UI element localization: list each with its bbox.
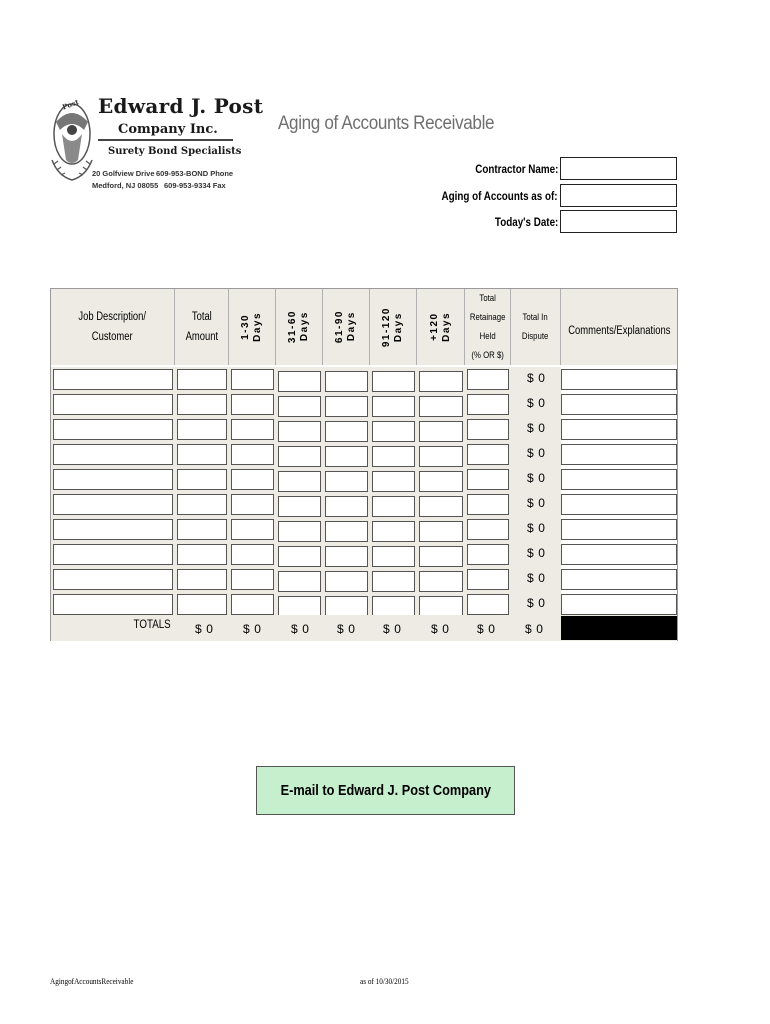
total-value: $ 0 <box>291 622 310 636</box>
todays-date-field[interactable] <box>560 210 677 233</box>
row-dispute-value: $ 0 <box>527 446 546 460</box>
days-91-120-input[interactable] <box>372 421 415 442</box>
job-description-input[interactable] <box>53 494 173 515</box>
days-31-60-input[interactable] <box>278 496 321 517</box>
total-amount-input[interactable] <box>177 394 227 415</box>
email-company-button[interactable] <box>256 766 515 815</box>
job-description-input[interactable] <box>53 469 173 490</box>
comments-input[interactable] <box>561 544 677 565</box>
total-amount-input[interactable] <box>177 494 227 515</box>
total-amount-input[interactable] <box>177 469 227 490</box>
retainage-input[interactable] <box>467 569 509 590</box>
retainage-input[interactable] <box>467 444 509 465</box>
row-dispute-value: $ 0 <box>527 596 546 610</box>
days-31-60-input[interactable] <box>278 521 321 542</box>
retainage-input[interactable] <box>467 394 509 415</box>
header-total-in-dispute: Total In Dispute <box>511 289 561 365</box>
footer-date: as of 10/30/2015 <box>360 976 409 986</box>
totals-label: TOTALS <box>133 619 171 631</box>
days-120-plus-input[interactable] <box>419 446 463 467</box>
job-description-input[interactable] <box>53 519 173 540</box>
days-31-60-input[interactable] <box>278 396 321 417</box>
days-91-120-input[interactable] <box>372 471 415 492</box>
retainage-input[interactable] <box>467 544 509 565</box>
job-description-input[interactable] <box>53 594 173 615</box>
aging-table <box>50 288 678 641</box>
contractor-name-label: Contractor Name: <box>474 162 558 176</box>
days-120-plus-input[interactable] <box>419 471 463 492</box>
days-1-30-input[interactable] <box>231 519 274 540</box>
days-61-90-input[interactable] <box>325 396 368 417</box>
days-31-60-input[interactable] <box>278 421 321 442</box>
comments-input[interactable] <box>561 494 677 515</box>
total-value: $ 0 <box>431 622 450 636</box>
days-31-60-input[interactable] <box>278 571 321 592</box>
logo-company-name: Edward J. Post <box>98 94 264 118</box>
days-91-120-input[interactable] <box>372 371 415 392</box>
totals-comment-blackout <box>561 616 677 640</box>
days-1-30-input[interactable] <box>231 544 274 565</box>
header-61-90-days: 61-90 Days <box>323 289 370 365</box>
days-91-120-input[interactable] <box>372 571 415 592</box>
retainage-input[interactable] <box>467 369 509 390</box>
days-61-90-input[interactable] <box>325 446 368 467</box>
comments-input[interactable] <box>561 394 677 415</box>
logo-fax: 609-953-9334 Fax <box>164 181 226 190</box>
days-91-120-input[interactable] <box>372 546 415 567</box>
retainage-input[interactable] <box>467 419 509 440</box>
days-120-plus-input[interactable] <box>419 596 463 617</box>
days-91-120-input[interactable] <box>372 446 415 467</box>
header-120-plus-days: +120 Days <box>417 289 465 365</box>
days-120-plus-input[interactable] <box>419 571 463 592</box>
job-description-input[interactable] <box>53 394 173 415</box>
row-dispute-value: $ 0 <box>527 571 546 585</box>
header-91-120-days: 91-120 Days <box>370 289 417 365</box>
days-120-plus-input[interactable] <box>419 521 463 542</box>
header-31-60-days: 31-60 Days <box>276 289 323 365</box>
days-1-30-input[interactable] <box>231 444 274 465</box>
row-dispute-value: $ 0 <box>527 546 546 560</box>
total-amount-input[interactable] <box>177 369 227 390</box>
days-61-90-input[interactable] <box>325 596 368 617</box>
total-value: $ 0 <box>195 622 214 636</box>
comments-input[interactable] <box>561 469 677 490</box>
page-title: Aging of Accounts Receivable <box>278 113 495 134</box>
logo-address-line2: Medford, NJ 08055 <box>92 181 159 190</box>
aging-as-of-field[interactable] <box>560 184 677 207</box>
retainage-input[interactable] <box>467 469 509 490</box>
header-1-30-days: 1-30 Days <box>229 289 276 365</box>
days-31-60-input[interactable] <box>278 546 321 567</box>
total-value: $ 0 <box>383 622 402 636</box>
days-1-30-input[interactable] <box>231 569 274 590</box>
total-value: $ 0 <box>243 622 262 636</box>
days-120-plus-input[interactable] <box>419 371 463 392</box>
header-total-amount: Total Amount <box>175 289 229 365</box>
days-91-120-input[interactable] <box>372 596 415 617</box>
comments-input[interactable] <box>561 369 677 390</box>
days-120-plus-input[interactable] <box>419 496 463 517</box>
job-description-input[interactable] <box>53 419 173 440</box>
days-61-90-input[interactable] <box>325 471 368 492</box>
footer-filename: AgingofAccountsReceivable <box>50 976 134 986</box>
logo-company-suffix: Company Inc. <box>118 122 218 137</box>
aging-as-of-label: Aging of Accounts as of: <box>441 189 558 203</box>
row-dispute-value: $ 0 <box>527 471 546 485</box>
total-amount-input[interactable] <box>177 519 227 540</box>
days-1-30-input[interactable] <box>231 369 274 390</box>
retainage-input[interactable] <box>467 519 509 540</box>
days-61-90-input[interactable] <box>325 571 368 592</box>
days-61-90-input[interactable] <box>325 521 368 542</box>
total-amount-input[interactable] <box>177 444 227 465</box>
job-description-input[interactable] <box>53 369 173 390</box>
days-31-60-input[interactable] <box>278 471 321 492</box>
email-button-label: E-mail to Edward J. Post Company <box>280 782 491 799</box>
emblem-text: Post <box>60 97 80 112</box>
retainage-input[interactable] <box>467 494 509 515</box>
total-value: $ 0 <box>525 622 544 636</box>
row-dispute-value: $ 0 <box>527 371 546 385</box>
logo-divider <box>98 139 233 141</box>
days-61-90-input[interactable] <box>325 421 368 442</box>
days-91-120-input[interactable] <box>372 521 415 542</box>
total-amount-input[interactable] <box>177 544 227 565</box>
total-amount-input[interactable] <box>177 594 227 615</box>
days-1-30-input[interactable] <box>231 594 274 615</box>
total-amount-input[interactable] <box>177 419 227 440</box>
days-1-30-input[interactable] <box>231 469 274 490</box>
days-120-plus-input[interactable] <box>419 546 463 567</box>
job-description-input[interactable] <box>53 569 173 590</box>
header-total-retainage: Total Retainage Held (% OR $) <box>465 289 511 365</box>
row-dispute-value: $ 0 <box>527 396 546 410</box>
job-description-input[interactable] <box>53 544 173 565</box>
days-120-plus-input[interactable] <box>419 396 463 417</box>
days-120-plus-input[interactable] <box>419 421 463 442</box>
days-61-90-input[interactable] <box>325 496 368 517</box>
comments-input[interactable] <box>561 444 677 465</box>
comments-input[interactable] <box>561 519 677 540</box>
days-1-30-input[interactable] <box>231 494 274 515</box>
job-description-input[interactable] <box>53 444 173 465</box>
contractor-name-field[interactable] <box>560 157 677 180</box>
row-dispute-value: $ 0 <box>527 421 546 435</box>
retainage-input[interactable] <box>467 594 509 615</box>
header-job-description: Job Description/ Customer <box>51 289 175 365</box>
total-value: $ 0 <box>337 622 356 636</box>
header-comments: Comments/Explanations <box>561 289 677 365</box>
days-1-30-input[interactable] <box>231 419 274 440</box>
todays-date-label: Today's Date: <box>494 215 558 229</box>
company-logo <box>48 90 264 200</box>
days-31-60-input[interactable] <box>278 596 321 617</box>
row-dispute-value: $ 0 <box>527 521 546 535</box>
row-dispute-value: $ 0 <box>527 496 546 510</box>
days-61-90-input[interactable] <box>325 371 368 392</box>
logo-tagline: Surety Bond Specialists <box>108 146 242 157</box>
total-value: $ 0 <box>477 622 496 636</box>
logo-phone: 609-953-BOND Phone <box>156 169 234 178</box>
days-31-60-input[interactable] <box>278 446 321 467</box>
comments-input[interactable] <box>561 419 677 440</box>
days-31-60-input[interactable] <box>278 371 321 392</box>
total-amount-input[interactable] <box>177 569 227 590</box>
logo-address-line1: 20 Golfview Drive <box>92 169 155 178</box>
comments-input[interactable] <box>561 569 677 590</box>
days-61-90-input[interactable] <box>325 546 368 567</box>
days-91-120-input[interactable] <box>372 396 415 417</box>
days-91-120-input[interactable] <box>372 496 415 517</box>
days-1-30-input[interactable] <box>231 394 274 415</box>
comments-input[interactable] <box>561 594 677 615</box>
